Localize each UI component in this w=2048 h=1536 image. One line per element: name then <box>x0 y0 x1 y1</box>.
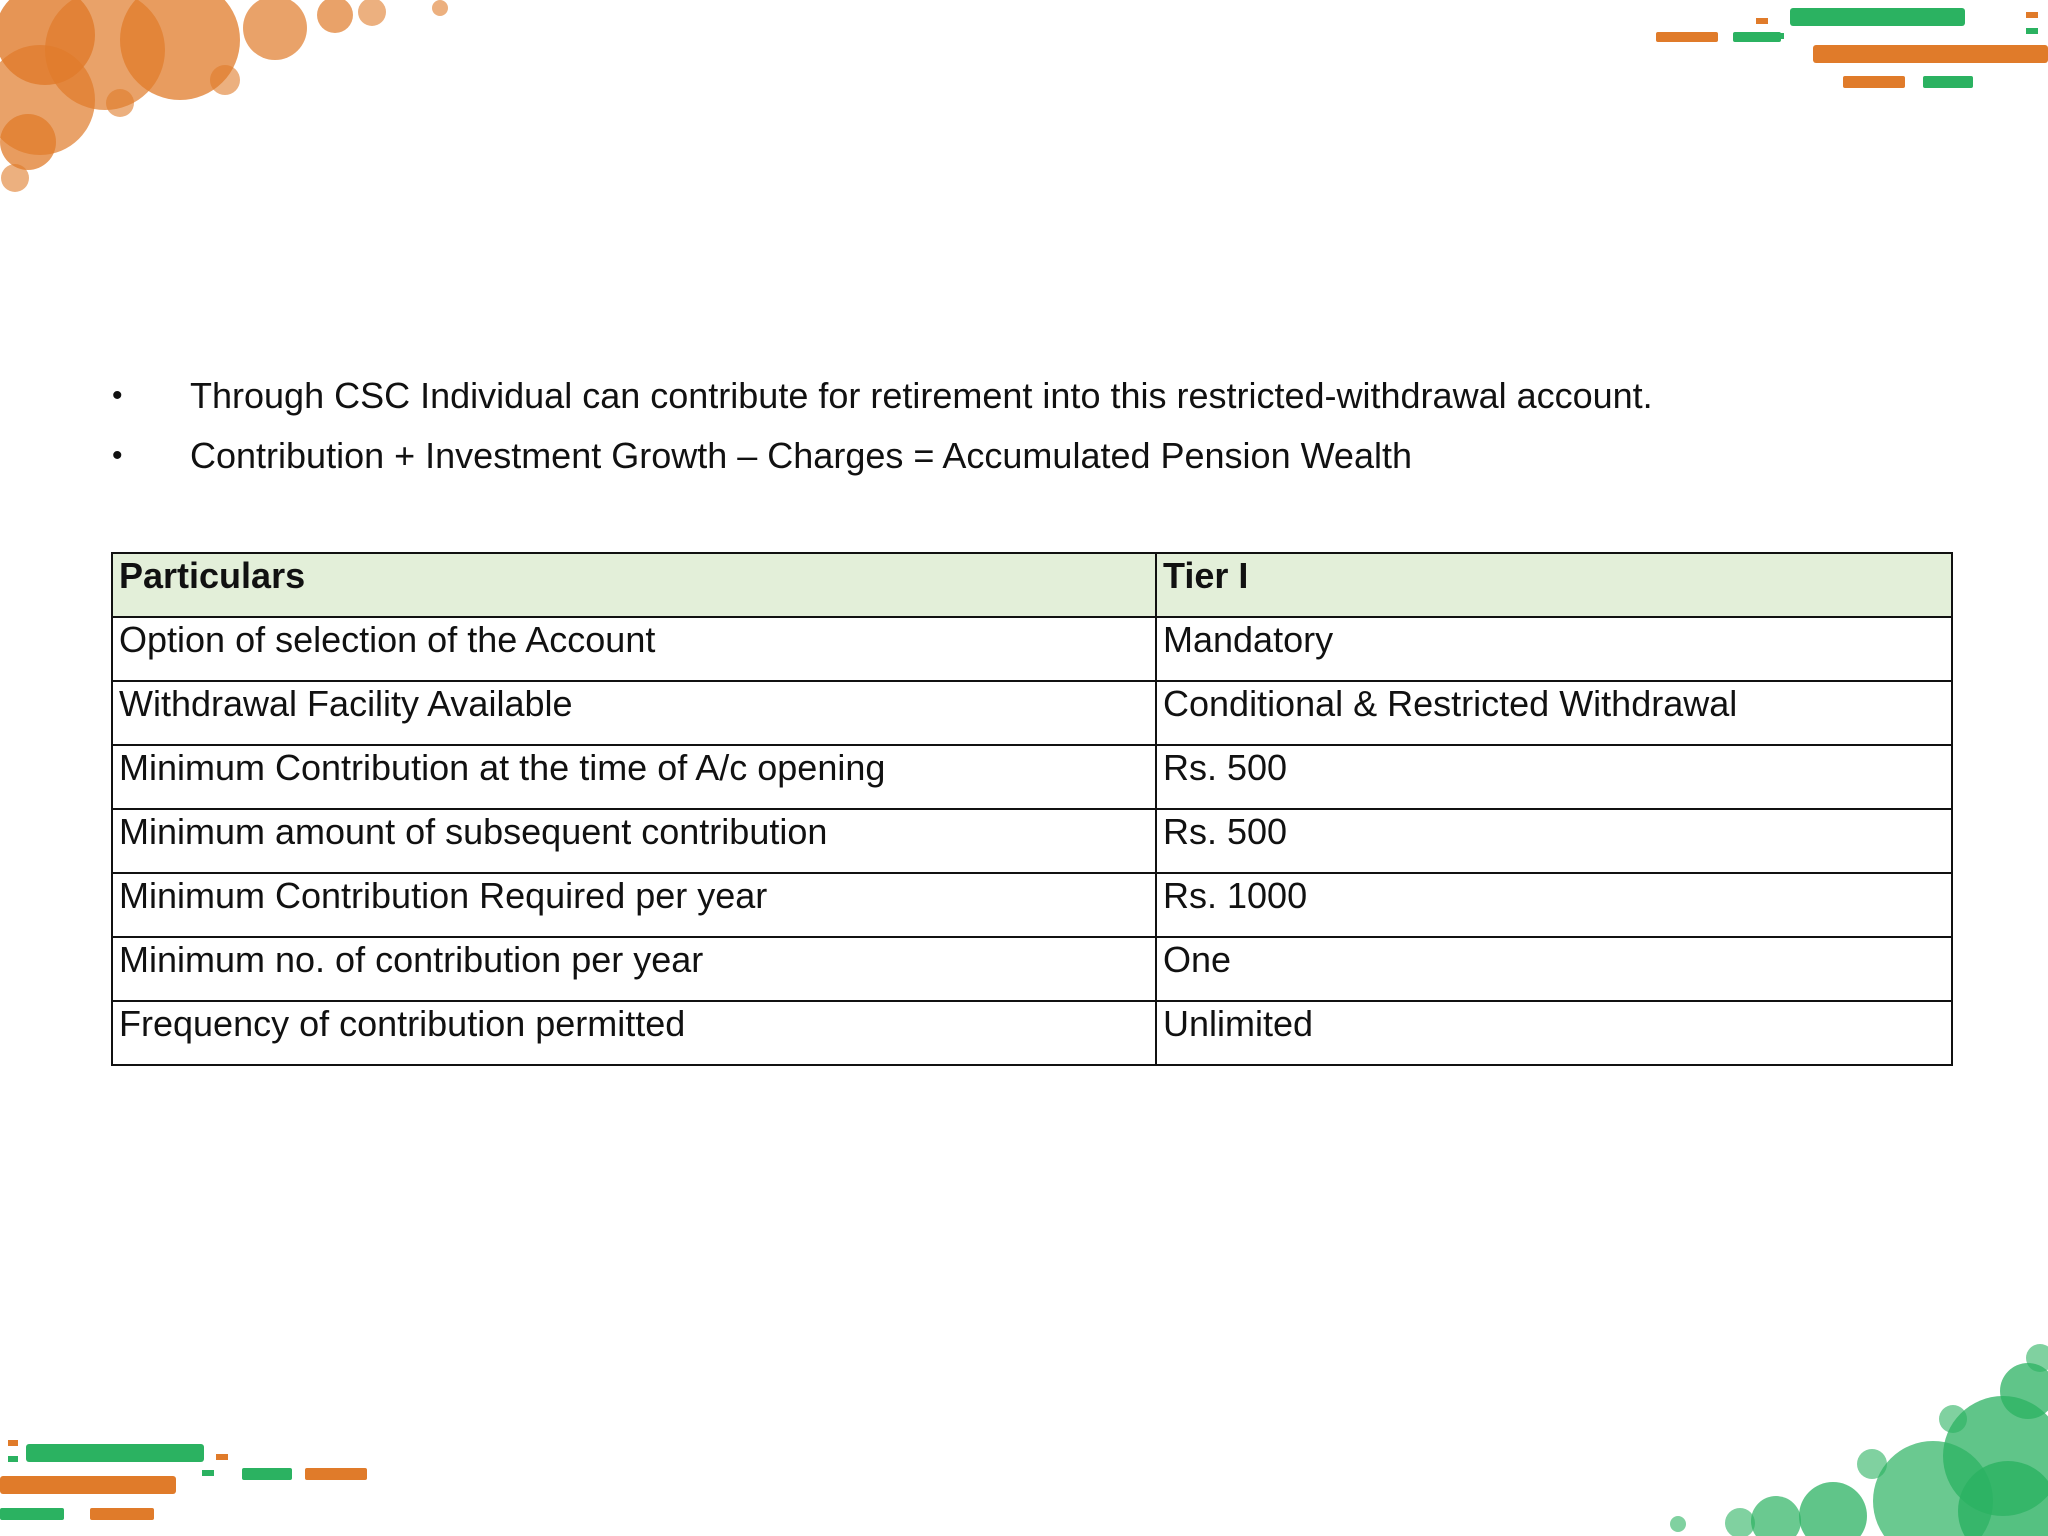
bullet-icon: • <box>112 439 123 472</box>
orange-bubbles-decoration <box>0 0 480 220</box>
cell-value: Rs. 1000 <box>1156 873 1952 937</box>
table-row <box>112 809 1952 873</box>
table-header-row <box>112 553 1952 617</box>
bullet-icon: • <box>112 379 123 412</box>
table-row <box>112 681 1952 745</box>
table-row <box>112 745 1952 809</box>
header-tier-1: Tier I <box>1156 553 1952 617</box>
cell-value: Mandatory <box>1156 617 1952 681</box>
cell-value: One <box>1156 937 1952 1001</box>
bullet-item <box>112 366 1972 426</box>
cell-value: Unlimited <box>1156 1001 1952 1065</box>
cell-value: Rs. 500 <box>1156 745 1952 809</box>
cell-value: Rs. 500 <box>1156 809 1952 873</box>
cell-particular: Minimum Contribution at the time of A/c opening <box>112 745 1156 809</box>
green-bubbles-decoration <box>1608 1316 2048 1536</box>
header-particulars: Particulars <box>112 553 1156 617</box>
bullet-text: Contribution + Investment Growth – Charges = Accumulated Pension Wealth <box>190 435 1412 476</box>
cell-particular: Withdrawal Facility Available <box>112 681 1156 745</box>
table-row <box>112 617 1952 681</box>
cell-particular: Minimum Contribution Required per year <box>112 873 1156 937</box>
cell-particular: Frequency of contribution permitted <box>112 1001 1156 1065</box>
dash-lines-decoration <box>1628 0 2048 110</box>
cell-particular: Minimum amount of subsequent contribution <box>112 809 1156 873</box>
table-row <box>112 873 1952 937</box>
bullet-text: Through CSC Individual can contribute for retirement into this restricted-withdrawal account. <box>190 375 1653 416</box>
bullet-list <box>112 366 1972 486</box>
bullet-item <box>112 426 1972 486</box>
dash-lines-decoration-bottom <box>0 1426 400 1536</box>
table-row <box>112 937 1952 1001</box>
cell-particular: Option of selection of the Account <box>112 617 1156 681</box>
tier-info-table <box>111 552 1953 1066</box>
cell-particular: Minimum no. of contribution per year <box>112 937 1156 1001</box>
cell-value: Conditional & Restricted Withdrawal <box>1156 681 1952 745</box>
table-row <box>112 1001 1952 1065</box>
